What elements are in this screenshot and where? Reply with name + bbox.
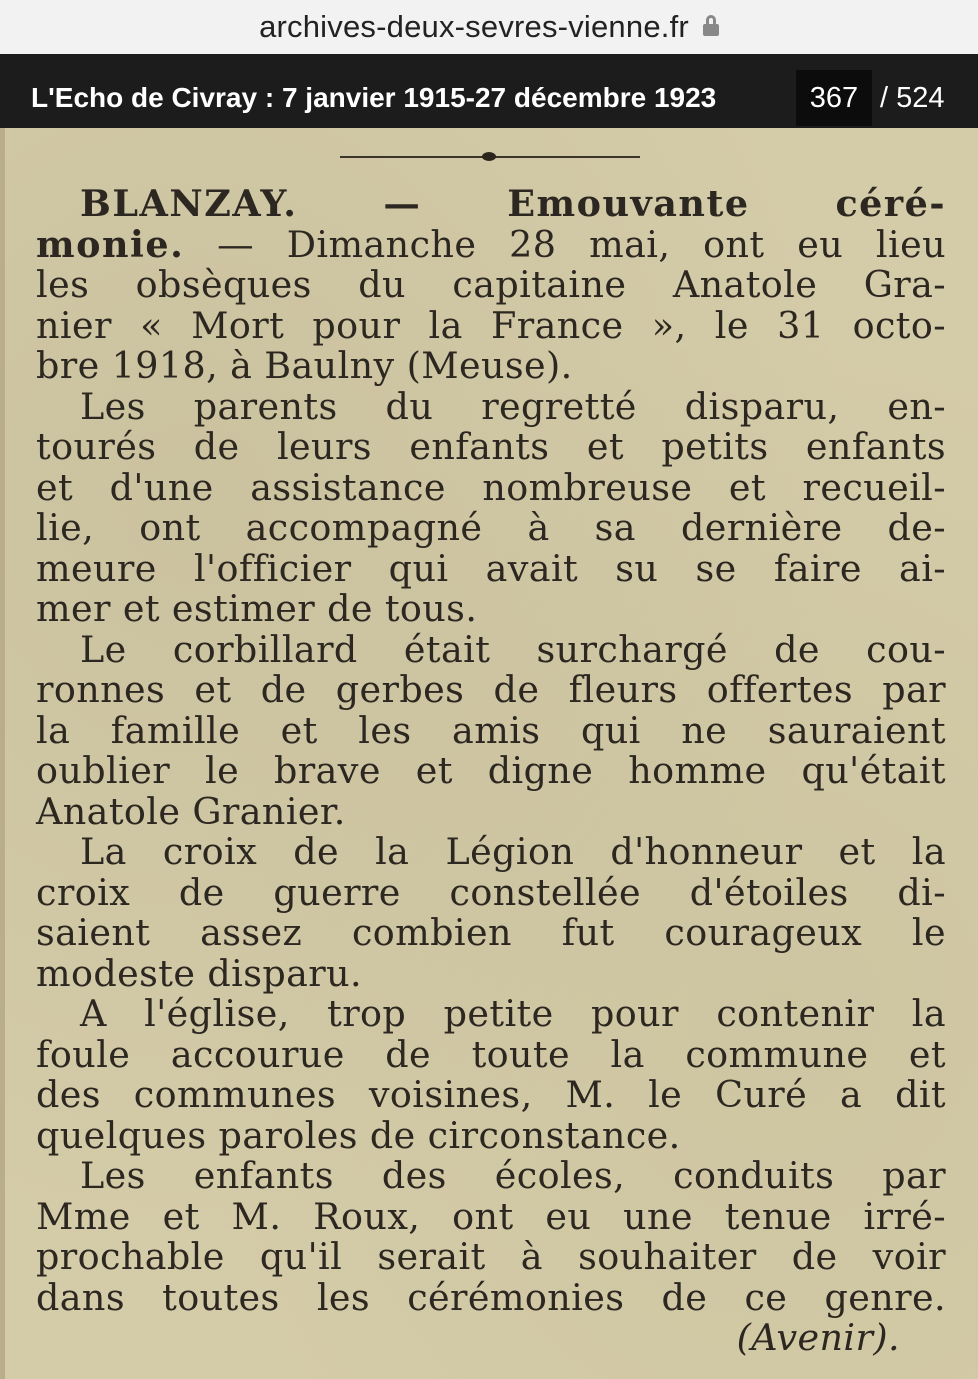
article-line: La croix de la Légion d'honneur et la: [80, 830, 946, 873]
article-line: Les parents du regretté disparu, en-: [80, 384, 946, 428]
article-line: A l'église, trop petite pour contenir la: [80, 992, 946, 1035]
article-line: modeste disparu.: [36, 951, 363, 995]
article-line: bre 1918, à Baulny (Meuse).: [36, 344, 573, 387]
article-line: prochable qu'il serait à souhaiter de voir: [36, 1235, 946, 1278]
separator-ornament: [482, 152, 496, 161]
article-line: saient assez combien fut courageux le: [36, 911, 946, 954]
article-line: ronnes et de gerbes de fleurs offertes par: [36, 668, 946, 711]
article-line: quelques paroles de circonstance.: [36, 1113, 681, 1157]
column-edge: [0, 128, 5, 1379]
article-line: foule accourue de toute la commune et: [36, 1032, 946, 1076]
article-line: les obsèques du capitaine Anatole Gra-: [36, 263, 946, 306]
address-bar[interactable]: [0, 0, 978, 54]
article-line: meure l'officier qui avait su se faire ai-: [36, 546, 946, 590]
article-line: croix de guerre constellée d'étoiles di-: [36, 870, 946, 914]
article-line: mer et estimer de tous.: [36, 587, 478, 630]
headline-continuation: monie.: [36, 222, 185, 266]
article-line: oublier le brave et digne homme qu'était: [36, 749, 946, 792]
viewer-header: [0, 54, 978, 128]
url-text[interactable]: archives-deux-sevres-vienne.fr: [259, 9, 689, 44]
article-text: [36, 184, 946, 1359]
article-line: tourés de leurs enfants et petits enfants: [36, 425, 946, 468]
total-pages: / 524: [880, 82, 945, 114]
article-line: Mme et M. Roux, ont eu une tenue irré-: [36, 1194, 946, 1238]
article-line: et d'une assistance nombreuse et recueil-: [36, 465, 946, 509]
article-line: des communes voisines, M. le Curé a dit: [36, 1073, 946, 1116]
document-title: L'Echo de Civray : 7 janvier 1915-27 décembre 1923: [31, 82, 717, 113]
article-line: monie. — Dimanche 28 mai, ont eu lieu: [36, 222, 946, 266]
article-headline: BLANZAY. — Emouvante céré-: [80, 182, 946, 225]
article-line: Le corbillard était surchargé de cou-: [80, 627, 946, 671]
article-line: Les enfants des écoles, conduits par: [80, 1154, 946, 1197]
article-line: nier « Mort pour la France », le 31 octo-: [36, 303, 946, 347]
newspaper-scan: [0, 128, 978, 1379]
current-page-input[interactable]: 367: [796, 70, 872, 126]
article-source: (Avenir).: [736, 1316, 900, 1359]
article-line: lie, ont accompagné à sa dernière de-: [36, 506, 946, 549]
article-line: Anatole Granier.: [36, 789, 346, 833]
lock-icon: [703, 15, 719, 35]
article-line: la famille et les amis qui ne sauraient: [36, 708, 946, 752]
article-line: dans toutes les cérémonies de ce genre.: [36, 1275, 946, 1319]
